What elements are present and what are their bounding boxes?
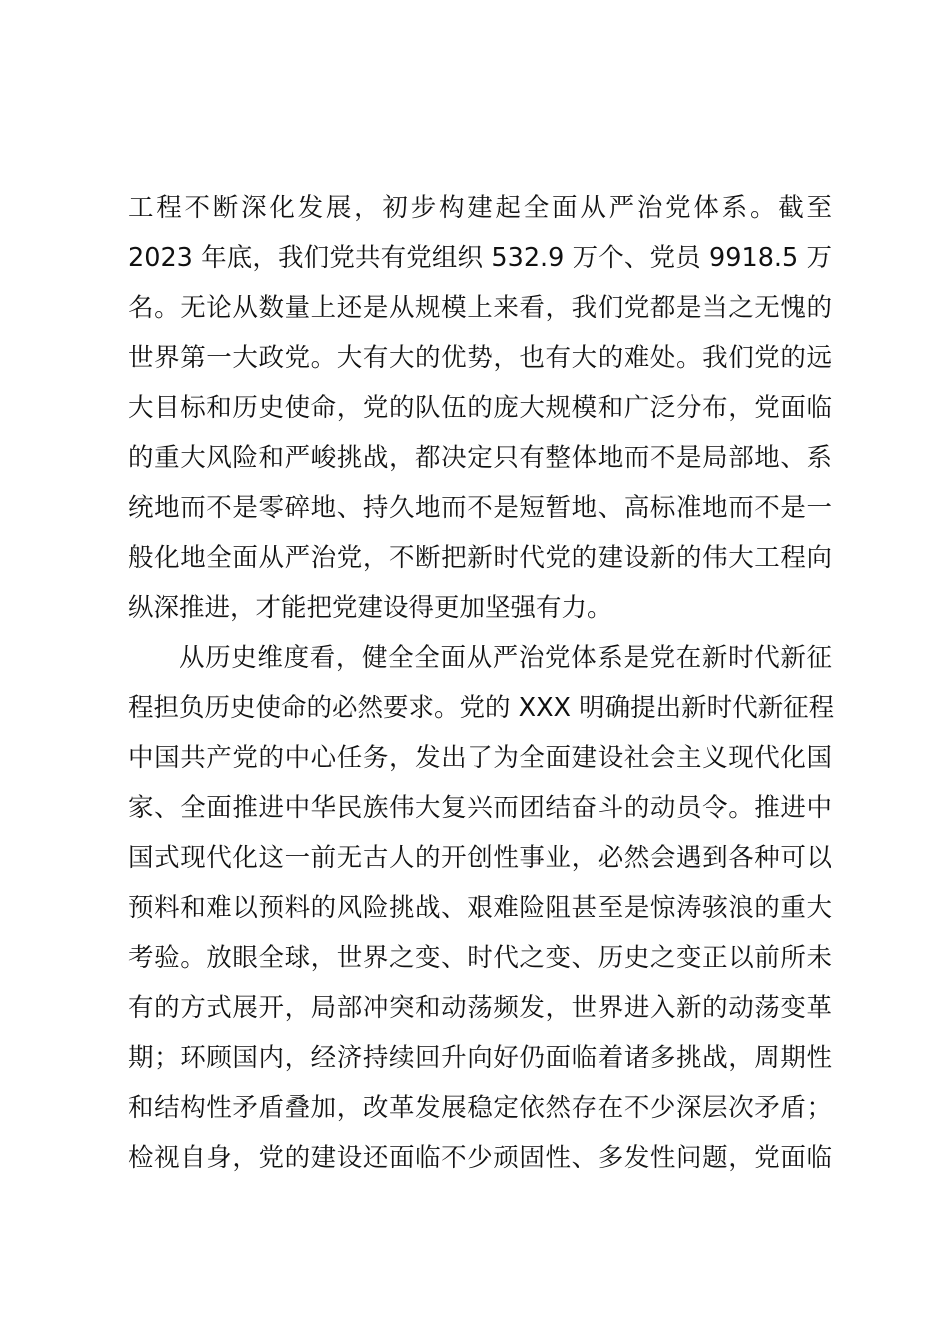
text-line: 中国共产党的中心任务，发出了为全面建设社会主义现代化国 xyxy=(128,743,832,773)
text-line: 家、全面推进中华民族伟大复兴而团结奋斗的动员令。推进中 xyxy=(128,793,832,823)
text-line: 程担负历史使命的必然要求。党的 XXX 明确提出新时代新征程 xyxy=(128,693,835,723)
text-line: 期；环顾国内，经济持续回升向好仍面临着诸多挑战，周期性 xyxy=(128,1043,832,1073)
text-line: 从历史维度看，健全全面从严治党体系是党在新时代新征 xyxy=(179,643,832,673)
text-line: 工程不断深化发展，初步构建起全面从严治党体系。截至 xyxy=(128,193,832,223)
text-line: 有的方式展开，局部冲突和动荡频发，世界进入新的动荡变革 xyxy=(128,993,832,1023)
text-line: 2023 年底，我们党共有党组织 532.9 万个、党员 9918.5 万 xyxy=(128,243,832,273)
text-line: 和结构性矛盾叠加，改革发展稳定依然存在不少深层次矛盾； xyxy=(128,1093,832,1123)
paragraph-1 xyxy=(128,183,832,633)
text-line: 统地而不是零碎地、持久地而不是短暂地、高标准地而不是一 xyxy=(128,493,832,523)
text-line: 考验。放眼全球，世界之变、时代之变、历史之变正以前所未 xyxy=(128,943,832,973)
text-line: 名。无论从数量上还是从规模上来看，我们党都是当之无愧的 xyxy=(128,293,832,323)
text-line: 纵深推进，才能把党建设得更加坚强有力。 xyxy=(128,593,613,623)
text-line: 世界第一大政党。大有大的优势，也有大的难处。我们党的远 xyxy=(128,343,832,373)
text-line: 的重大风险和严峻挑战，都决定只有整体地而不是局部地、系 xyxy=(128,443,832,473)
paragraph-2 xyxy=(128,633,835,1183)
text-line: 检视自身，党的建设还面临不少顽固性、多发性问题，党面临 xyxy=(128,1143,832,1173)
body-text xyxy=(128,183,835,1183)
text-line: 国式现代化这一前无古人的开创性事业，必然会遇到各种可以 xyxy=(128,843,832,873)
text-line: 预料和难以预料的风险挑战、艰难险阻甚至是惊涛骇浪的重大 xyxy=(128,893,832,923)
text-line: 般化地全面从严治党，不断把新时代党的建设新的伟大工程向 xyxy=(128,543,832,573)
text-line: 大目标和历史使命，党的队伍的庞大规模和广泛分布，党面临 xyxy=(128,393,832,423)
